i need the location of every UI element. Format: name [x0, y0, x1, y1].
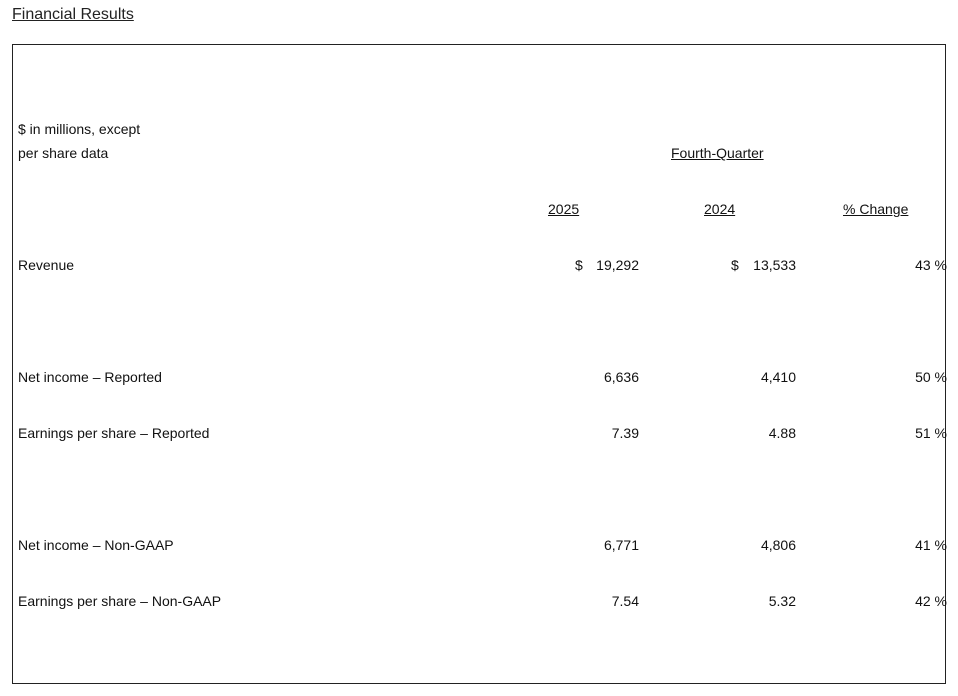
page-title: Financial Results [12, 6, 134, 23]
currency-symbol: $ [731, 257, 739, 273]
value-2024: 4.88 [768, 425, 796, 441]
value-2024: 4,806 [760, 537, 796, 553]
column-header-2025: 2025 [548, 201, 580, 217]
value-2025: 7.54 [611, 593, 639, 609]
row-label: Earnings per share – Non-GAAP [18, 593, 222, 609]
percent-change: 42 % [915, 593, 947, 609]
row-label: Earnings per share – Reported [18, 425, 210, 441]
currency-symbol: $ [575, 257, 583, 273]
value-2025: 6,636 [603, 369, 639, 385]
row-label: Net income – Non-GAAP [18, 537, 174, 553]
units-note-line2: per share data [18, 145, 109, 161]
value-2025: 7.39 [611, 425, 639, 441]
column-header-percent-change: % Change [843, 201, 909, 217]
value-2024: 5.32 [768, 593, 796, 609]
percent-change: 51 % [915, 425, 947, 441]
percent-change: 50 % [915, 369, 947, 385]
column-header-2024: 2024 [704, 201, 736, 217]
row-label: Revenue [18, 257, 75, 273]
percent-change: 43 % [915, 257, 947, 273]
value-2025: 6,771 [603, 537, 639, 553]
financial-results-table [12, 44, 946, 684]
row-label: Net income – Reported [18, 369, 162, 385]
units-note-line1: $ in millions, except [18, 121, 141, 137]
value-2024: 4,410 [760, 369, 796, 385]
value-2024: 13,533 [753, 257, 796, 273]
value-2025: 19,292 [596, 257, 639, 273]
period-group-header: Fourth-Quarter [671, 145, 764, 161]
percent-change: 41 % [915, 537, 947, 553]
